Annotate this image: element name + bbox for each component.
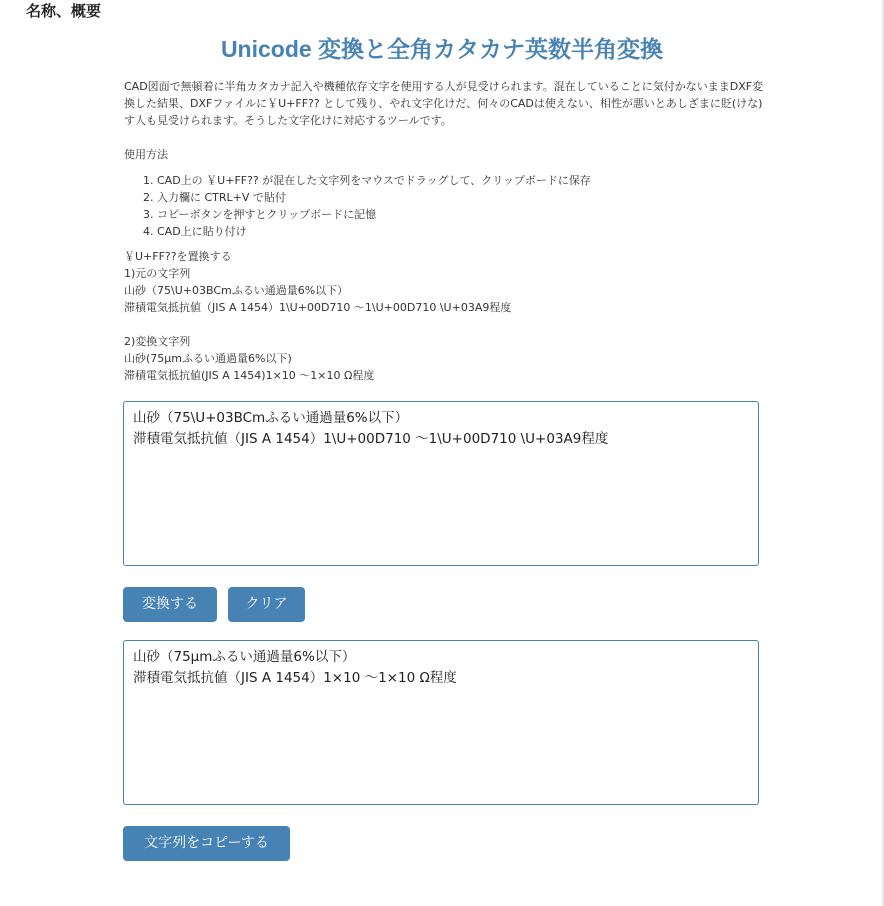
copy-button[interactable]: 文字列をコピーする	[123, 826, 290, 861]
replace-note: ￥U+FF??を置換する	[124, 250, 232, 263]
original-line: 滞積電気抵抗値（JIS A 1454）1\U+00D710 ～1\U+00D710 \U+03A9程度	[124, 301, 512, 314]
description-text: CAD図面で無頓着に半角カタカナ記入や機種依存文字を使用する人が見受けられます。混在していることに気付かないままDXF変換した結果、DXFファイルに￥U+FF?? として残り、やれ文字化けだ、何々のCADは使えない、相性が悪いとあしざまに貶(けな)す人も見受けられます。そうした文字化けに対応するツールです。	[124, 80, 764, 127]
original-line: 山砂（75\U+03BCmふるい通過量6%以下）	[124, 284, 349, 297]
original-heading: 1)元の文字列	[124, 267, 191, 280]
input-textarea[interactable]	[123, 401, 759, 566]
converted-heading: 2)変換文字列	[124, 335, 191, 348]
output-textarea[interactable]	[123, 640, 759, 805]
usage-steps-list	[124, 172, 764, 240]
usage-step: 3. コピーボタンを押すとクリップボードに記憶	[157, 206, 764, 223]
spacer	[124, 316, 764, 333]
converted-line: 山砂(75μmふるい通過量6%以下)	[124, 352, 292, 365]
instructions-panel	[124, 78, 764, 384]
convert-button[interactable]: 変換する	[123, 587, 217, 622]
usage-step: 2. 入力欄に CTRL+V で貼付	[157, 189, 764, 206]
example-block	[124, 248, 764, 384]
usage-step: 1. CAD上の ￥U+FF?? が混在した文字列をマウスでドラッグして、クリップボードに保存	[157, 172, 764, 189]
usage-heading: 使用方法	[124, 148, 168, 161]
page-title: Unicode 変換と全角カタカナ英数半角変換	[220, 36, 664, 62]
usage-step: 4. CAD上に貼り付け	[157, 223, 764, 240]
converted-line: 滞積電気抵抗値(JIS A 1454)1×10 ～1×10 Ω程度	[124, 369, 375, 382]
clear-button[interactable]: クリア	[228, 587, 305, 622]
section-heading: 名称、概要	[26, 2, 102, 20]
